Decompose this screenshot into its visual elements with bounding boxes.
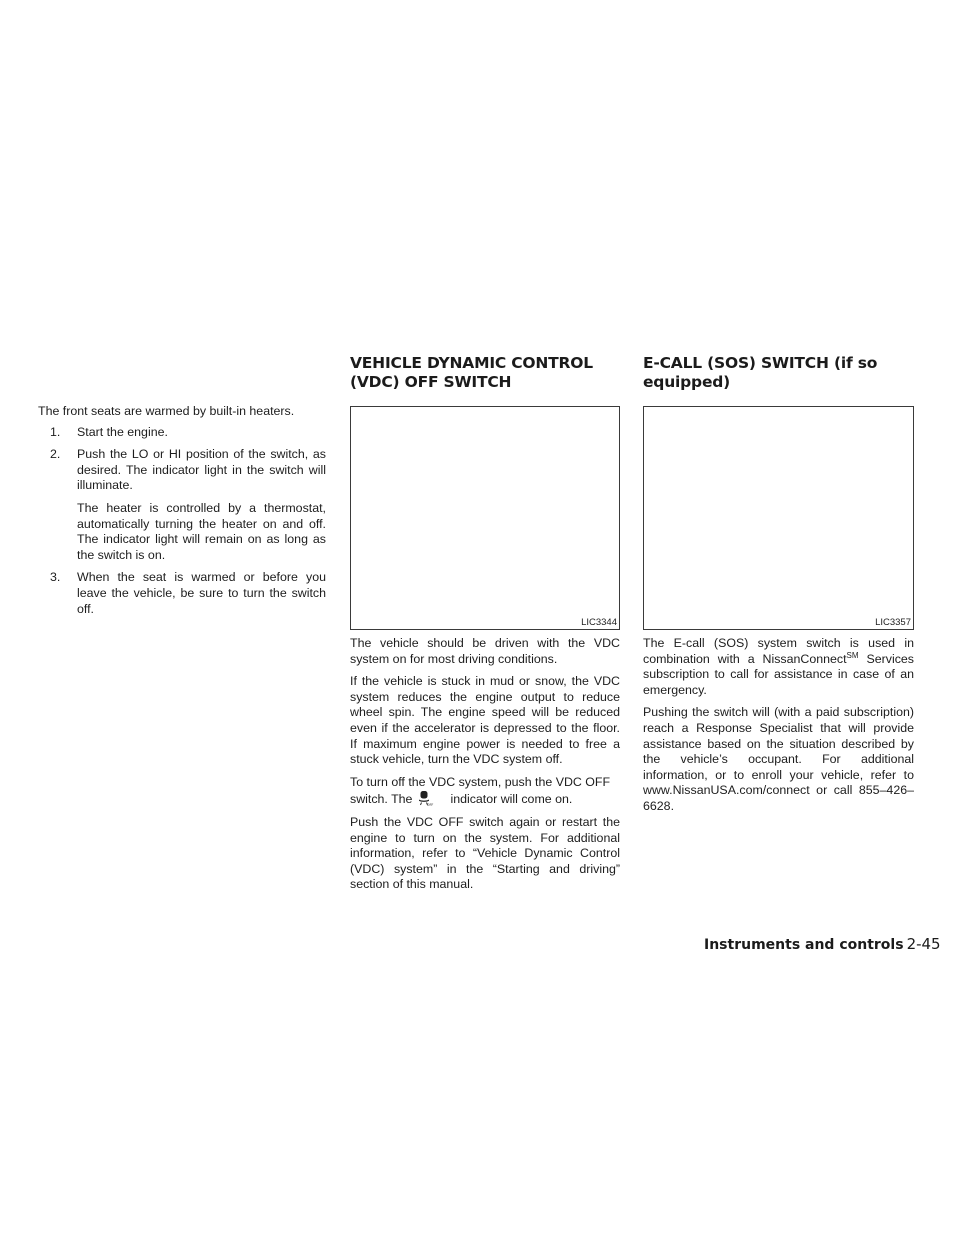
footer-section-title: Instruments and controls (704, 937, 904, 953)
service-mark: SM (846, 650, 859, 660)
step-note: The heater is controlled by a thermostat, automatically turning the heater on and off. The indicator light will remain on as long as the switch is on. (77, 500, 326, 562)
seat-heater-column (38, 404, 326, 624)
vdc-paragraph-1: The vehicle should be driven with the VDC system on for most driving conditions. (350, 636, 620, 666)
seat-heater-intro: The front seats are warmed by built-in heaters. (38, 404, 295, 418)
ecall-paragraph-1: The E-call (SOS) system switch is used in combination with a NissanConnect℠ Services subscription to call for assistance in case of an emergency. (643, 636, 914, 697)
list-item: 1. Start the engine. (50, 424, 168, 439)
figure-code: LIC3344 (581, 617, 617, 628)
vdc-paragraph-2: If the vehicle is stuck in mud or snow, the VDC system reduces the engine output to reduce wheel spin. The engine speed will be reduced even if the accelerator is depressed to the floor. If maximum engine power is needed to free a stuck vehicle, turn the VDC system off. (350, 674, 620, 767)
ecall-section (643, 354, 914, 822)
list-item: 3. When the seat is warmed or before you leave the vehicle, be sure to turn the switch off. (50, 570, 326, 616)
page-footer (704, 934, 941, 953)
list-item: 2. Push the LO or HI position of the switch, as desired. The indicator light in the switch will illuminate. The heater is controlled by a thermostat, automatically turning the heater on and off. The indicator light will remain on as long as the switch is on. (50, 447, 326, 562)
vdc-off-indicator-icon (416, 790, 432, 806)
seat-heater-steps (38, 425, 326, 618)
figure-code: LIC3357 (875, 617, 911, 628)
vdc-paragraph-3: To turn off the VDC system, push the VDC OFF switch. The OFF indicator will come on. (350, 774, 611, 808)
vdc-figure (350, 406, 620, 630)
svg-text:OFF: OFF (427, 803, 434, 808)
page-number: 2-45 (906, 935, 941, 953)
ecall-figure (643, 406, 914, 630)
vdc-paragraph-4: Push the VDC OFF switch again or restart the engine to turn on the system. For additional information, refer to “Vehicle Dynamic Control (VDC) system” in the “Starting and driving” section of this manual. (350, 814, 620, 892)
vdc-section (350, 354, 620, 900)
ecall-heading: E-CALL (SOS) SWITCH (if so equipped) (643, 354, 878, 391)
ecall-paragraph-2: Pushing the switch will (with a paid subscription) reach a Response Specialist that will provide assistance based on the situation described by the vehicle’s occupant. For additional information, or to enroll your vehicle, refer to www.NissanUSA.com/connect or call 855–426–6628. (643, 705, 914, 813)
vdc-heading: VEHICLE DYNAMIC CONTROL (VDC) OFF SWITCH (350, 354, 593, 391)
